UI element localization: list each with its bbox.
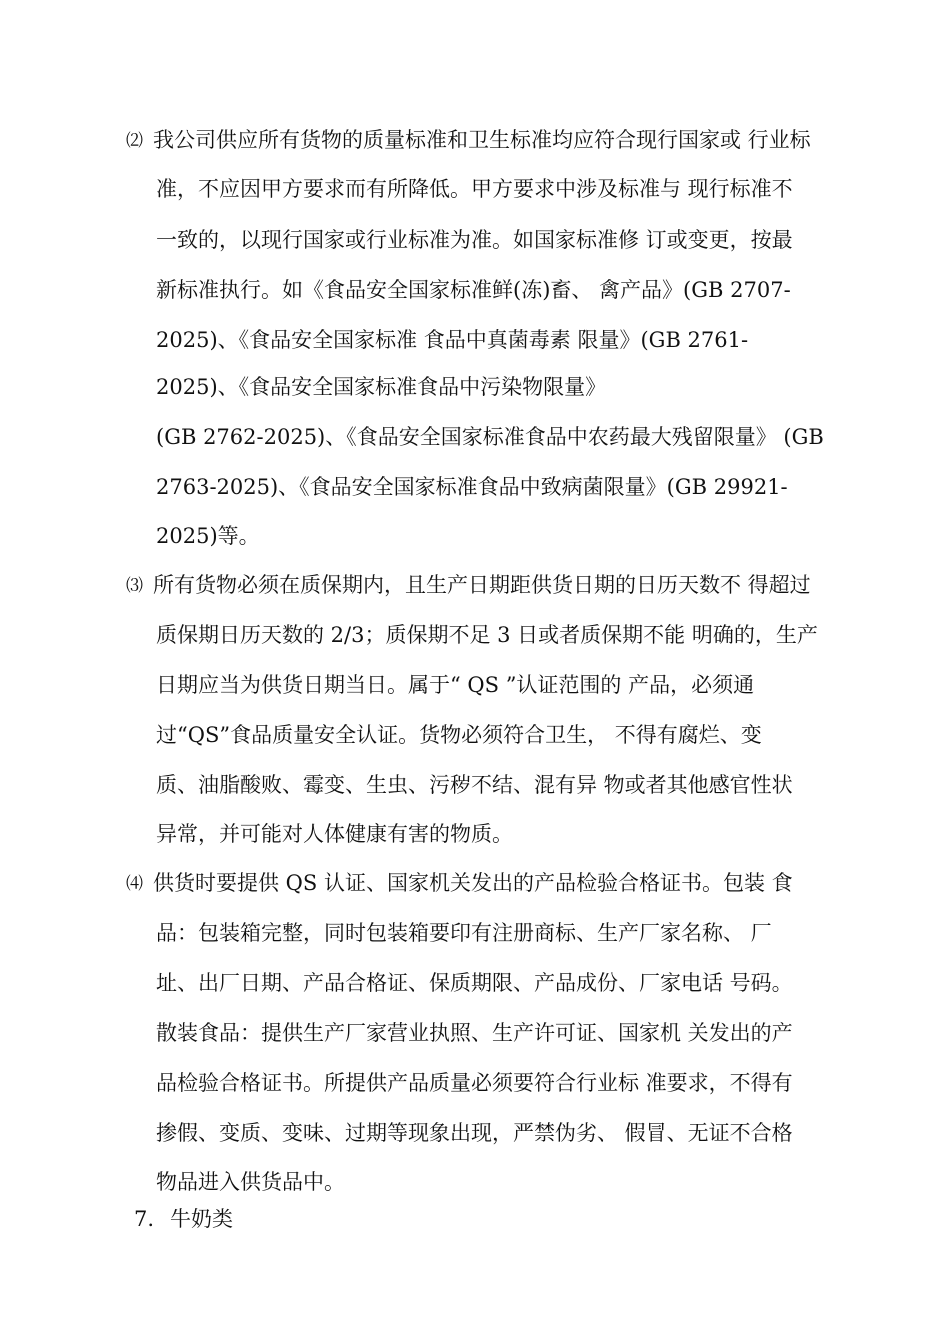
paragraph-3-line-3: 日期应当为供货日期当日。属于“ QS ”认证范围的 产品，必须通: [156, 673, 755, 697]
paragraph-4-line-3: 址、出厂日期、产品合格证、保质期限、产品成份、厂家电话 号码。: [156, 971, 793, 995]
paragraph-4-line-1: 供货时要提供 QS 认证、国家机关发出的产品检验合格证书。包装 食: [153, 871, 793, 895]
paragraph-2-line-5: 2025)、《食品安全国家标准 食品中真菌毒素 限量》(GB 2761-: [156, 328, 749, 352]
paragraph-2-line-3: 一致的，以现行国家或行业标准为准。如国家标准修 订或变更，按最: [156, 228, 793, 252]
paragraph-4-line-2: 品：包装箱完整，同时包装箱要印有注册商标、生产厂家名称、 厂: [156, 921, 772, 945]
paragraph-2-marker: ⑵: [126, 131, 143, 151]
paragraph-3-line-2: 质保期日历天数的 2/3；质保期不足 3 日或者质保期不能 明确的，生产: [156, 623, 818, 647]
paragraph-3-marker: ⑶: [126, 576, 143, 596]
paragraph-4-line-6: 掺假、变质、变味、过期等现象出现，严禁伪劣、 假冒、无证不合格: [156, 1121, 793, 1145]
paragraph-2-line-7: (GB 2762-2025)、《食品安全国家标准食品中农药最大残留限量》 (GB: [156, 425, 824, 449]
paragraph-4-line-4: 散装食品：提供生产厂家营业执照、生产许可证、国家机 关发出的产: [156, 1021, 793, 1045]
paragraph-2-line-8: 2763-2025)、《食品安全国家标准食品中致病菌限量》(GB 29921-: [156, 475, 788, 499]
paragraph-4-line-5: 品检验合格证书。所提供产品质量必须要符合行业标 准要求，不得有: [156, 1071, 793, 1095]
paragraph-3-line-1: 所有货物必须在质保期内，且生产日期距供货日期的日历天数不 得超过: [153, 573, 811, 597]
paragraph-3-line-6: 异常，并可能对人体健康有害的物质。: [156, 822, 513, 846]
paragraph-2-line-9: 2025)等。: [156, 524, 260, 548]
paragraph-4-line-7: 物品进入供货品中。: [156, 1170, 345, 1194]
section-heading-title: 牛奶类: [170, 1207, 233, 1231]
paragraph-2-line-1: 我公司供应所有货物的质量标准和卫生标准均应符合现行国家或 行业标: [153, 128, 811, 152]
paragraph-2-line-4: 新标准执行。如《食品安全国家标准鲜(冻)畜、 禽产品》(GB 2707-: [156, 278, 791, 302]
paragraph-2-line-2: 准，不应因甲方要求而有所降低。甲方要求中涉及标准与 现行标准不: [156, 177, 793, 201]
paragraph-2-line-6: 2025)、《食品安全国家标准食品中污染物限量》: [156, 375, 607, 399]
paragraph-3-line-5: 质、油脂酸败、霉变、生虫、污秽不结、混有异 物或者其他感官性状: [156, 773, 793, 797]
paragraph-3-line-4: 过“QS”食品质量安全认证。货物必须符合卫生， 不得有腐烂、变: [156, 723, 762, 747]
section-heading-number: 7.: [134, 1207, 155, 1231]
paragraph-4-marker: ⑷: [126, 874, 143, 894]
